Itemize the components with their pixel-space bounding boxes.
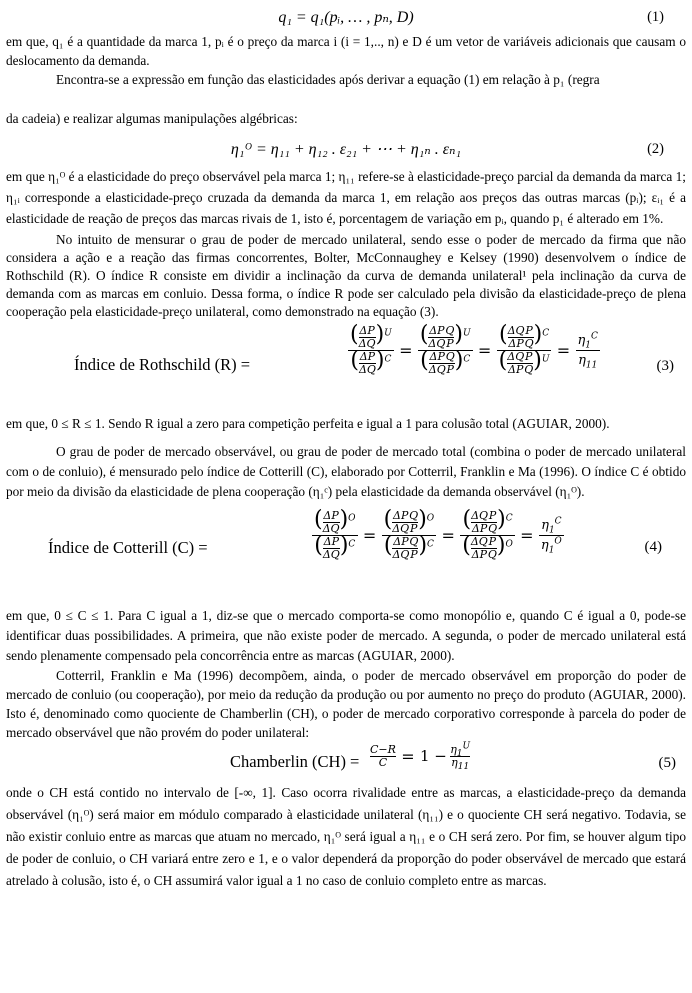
paragraph-eq2-definition: em que η₁ᴼ é a elasticidade do preço observável pela marca 1; η₁₁ refere-se à elasticidade-preço parcial da demanda da marca 1; η₁ᵢ corresponde a elasticidade-preço cruzada da demanda da marca 1, em relação aos preços das outras marcas (pᵢ); εᵢ₁ é a elasticidade de reação de preços das marcas rivais de 1, isto é, porcentagem de variação em pᵢ, quando p₁ é alterado em 1%. — [6, 169, 686, 226]
equation-3-number: (3) — [656, 358, 674, 374]
equation-5 — [6, 742, 686, 782]
equation-4-label: Índice de Cotterill (C) = — [48, 538, 208, 557]
equation-5-label: Chamberlin (CH) = — [230, 752, 360, 771]
equation-3-expression: ( $\frac{\Delta P}{\Delta Q}$ )$^U$ ( $\frac{\Delta P}{\Delta Q}$ )$^C$ = ( $\frac{\Delta P}{\Delta Q}$ $\frac{Q}{P}$ )$^U$ ( $\frac{\Delta P}{\Delta Q}$ $\frac{Q}{P}$ )$^C$ = ( $\frac{\Delta Q}{\Delta P}$ $\frac{P}{Q}$ )$^C$ ( $\frac{\Delta Q}{\Delta P}$ $\frac{P}{Q}$ )$^U$ = $\frac{\eta_1^C}{\eta_{11}}$ — [350, 322, 598, 376]
equation-4 — [6, 502, 686, 606]
equation-4-expression: ( $\frac{\Delta P}{\Delta Q}$ )$^O$ ( $\frac{\Delta P}{\Delta Q}$ )$^C$ = ( $\frac{\Delta P}{\Delta Q}$ $\frac{Q}{P}$ )$^O$ ( $\frac{\Delta P}{\Delta Q}$ $\frac{Q}{P}$ )$^C$ = ( $\frac{\Delta Q}{\Delta P}$ $\frac{P}{Q}$ )$^C$ ( $\frac{\Delta Q}{\Delta P}$ $\frac{P}{Q}$ )$^O$ = $\frac{\eta_1^C}{\eta_1^O}$ — [314, 507, 562, 561]
paragraph-chamberlin-interpretation: onde o CH está contido no intervalo de [-∞, 1]. Caso ocorra rivalidade entre as marcas, a elasticidade-preço da demanda observável (η₁ᴼ) será maior em módulo comparado à elasticidade unilateral (η₁₁) e o quociente CH será negativo. Todavia, se não existir conluio entre as marcas que atuam no mercado, η₁ᴼ será igual a η₁₁ e o CH será zero. Por fim, se houver algum tipo de poder de conluio, o CH variará entre zero e 1, e o valor dependerá da proporção do poder observável de mercado que estará atrelado à colusão, isto é, o CH assumirá valor igual a 1 no caso de conluio completo entre as marcas. — [6, 785, 686, 888]
paragraph-eq1-definition: em que, q₁ é a quantidade da marca 1, pᵢ é o preço da marca i (i = 1,.., n) e D é um vetor de variáveis adicionais que causam o deslocamento da demanda. — [6, 34, 686, 68]
paragraph-rothschild-range: em que, 0 ≤ R ≤ 1. Sendo R igual a zero para competição perfeita e igual a 1 para colusão total (AGUIAR, 2000). — [6, 416, 610, 431]
equation-3-label: Índice de Rothschild (R) = — [74, 355, 251, 374]
paragraph-derivation-intro-cont: da cadeia) e realizar algumas manipulações algébricas: — [6, 111, 298, 126]
equation-5-expression: $\frac{C-R}{C}$ = 1 − $\frac{\eta_1^U}{\eta_{11}}$ — [370, 741, 471, 773]
paragraph-derivation-intro: Encontra-se a expressão em função das elasticidades após derivar a equação (1) em relação à p₁ (regra — [56, 72, 600, 87]
equation-3 — [6, 321, 686, 413]
paragraph-cotterill-intro: O grau de poder de mercado observável, ou grau de poder de mercado total (combina o poder de mercado unilateral com o de conluio), é mensurado pelo índice de Cotterill (C), elaborado por Cotterril, Franklin e Ma (1996). O índice C é obtido por meio da divisão da elasticidade de plena cooperação (η₁ᶜ) pela elasticidade da demanda observável (η₁ᴼ). — [6, 444, 686, 499]
equation-1-number: (1) — [647, 9, 664, 25]
equation-2-number: (2) — [647, 141, 664, 157]
equation-4-number: (4) — [644, 539, 662, 555]
equation-2-formula: η₁ᴼ = η₁₁ + η₁₂ . ε₂₁ + ⋯ + η₁ₙ . εₙ₁ — [230, 141, 462, 158]
paragraph-chamberlin-intro: Cotterril, Franklin e Ma (1996) decompõem, ainda, o poder de mercado observável em proporção do poder de mercado de conluio (ou cooperação), por meio da redução da produção ou por aumento no preço do produto (AGUIAR, 2000). Isto é, denominado como quociente de Chamberlin (CH), o poder de mercado corporativo corresponde à parcela do poder de mercado observável que não provém do poder unilateral: — [6, 668, 686, 740]
equation-2 — [6, 134, 686, 166]
equation-5-number: (5) — [658, 755, 676, 771]
paragraph-cotterill-range: em que, 0 ≤ C ≤ 1. Para C igual a 1, diz-se que o mercado comporta-se como monopólio e, quando C é igual a 0, pode-se identificar duas possibilidades. A primeira, que não existe poder de mercado. A segunda, o poder de mercado unilateral está sendo plenamente compensado pela concorrência entre as marcas (AGUIAR, 2000). — [6, 608, 686, 663]
equation-1-formula: q₁ = q₁(pᵢ, … , pₙ, D) — [278, 9, 414, 26]
paragraph-rothschild-intro: No intuito de mensurar o grau de poder de mercado unilateral, sendo esse o poder de mercado da firma que não considera a ação e a reação das firmas concorrentes, Bolter, McConnaughey e Kelsey (1990) desenvolvem o índice de Rothschild (R). O índice R consiste em dividir a inclinação da curva de demanda unilateral¹ pela inclinação da curva de demanda com as marcas em conluio. Dessa forma, o índice R pode ser calculado pela divisão da elasticidade-preço de plena cooperação pela elasticidade-preço unilateral, como demonstrado na equação (3). — [6, 232, 686, 319]
equation-1 — [6, 6, 686, 32]
